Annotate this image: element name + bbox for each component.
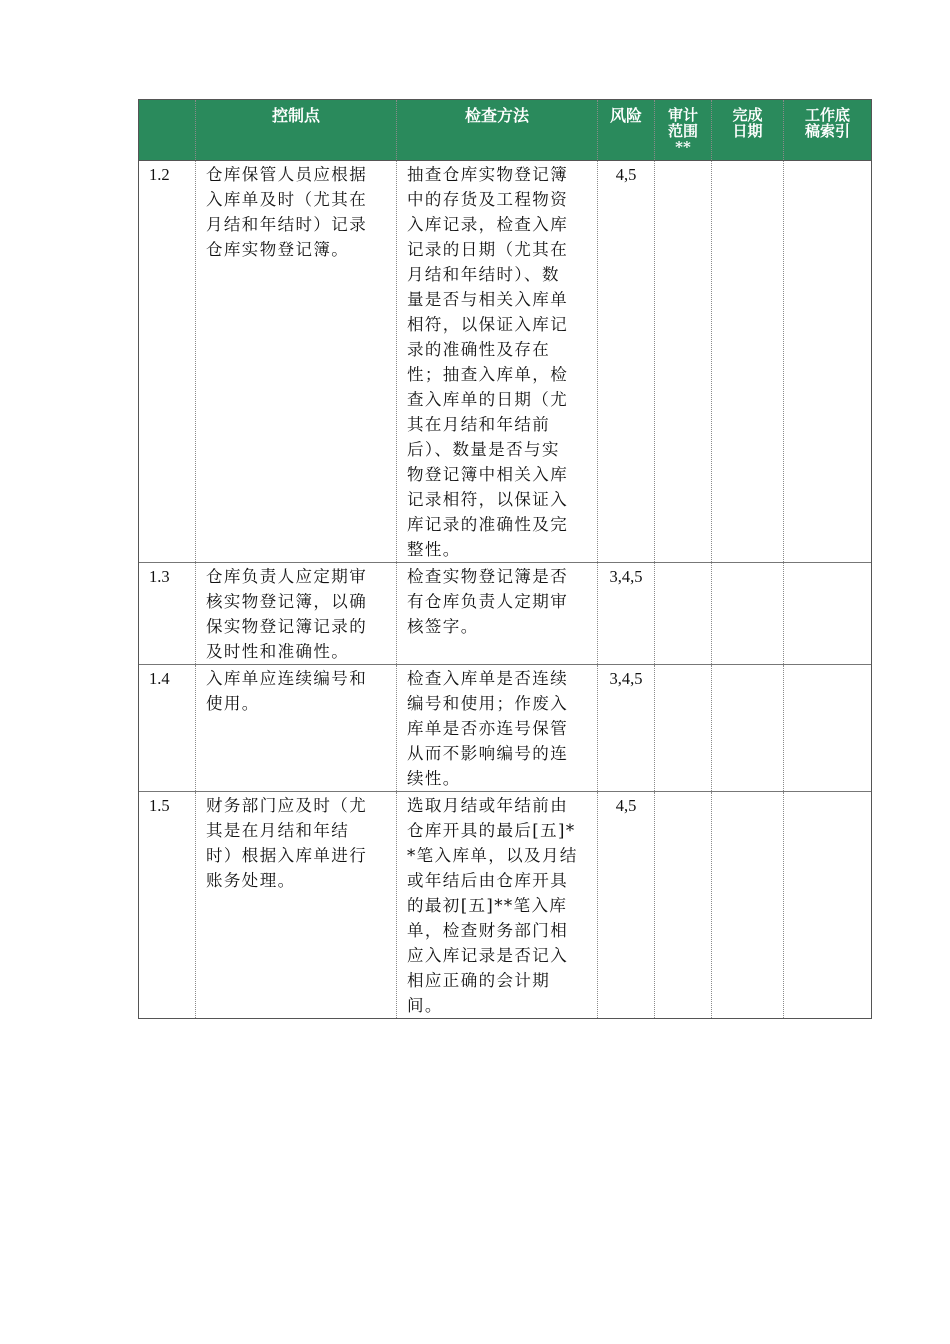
header-method: 检查方法 — [397, 100, 598, 161]
audit-scope-cell[interactable] — [655, 563, 712, 665]
row-number: 1.3 — [139, 563, 196, 665]
audit-scope-cell[interactable] — [655, 161, 712, 563]
risk-cell: 4,5 — [598, 792, 655, 1019]
row-number: 1.2 — [139, 161, 196, 563]
risk-cell: 4,5 — [598, 161, 655, 563]
audit-scope-cell[interactable] — [655, 665, 712, 792]
completion-date-cell[interactable] — [712, 563, 784, 665]
table-row — [139, 161, 872, 563]
completion-date-cell[interactable] — [712, 161, 784, 563]
workpaper-index-cell[interactable] — [784, 665, 872, 792]
row-number: 1.4 — [139, 665, 196, 792]
method-cell: 抽查仓库实物登记簿 中的存货及工程物资 入库记录，检查入库 记录的日期（尤其在 月结和年结时）、数 量是否与相关入库单 相符，以保证入库记 录的准确性及存在 性；抽查入库单，检 查入库单的日期（尤 其在月结和年结前 后）、数量是否与实 物登记簿中相关入库 记录相符，以保证入 库记录的准确性及完 整性。 — [397, 161, 598, 563]
header-risk: 风险 — [598, 100, 655, 161]
workpaper-index-cell[interactable] — [784, 563, 872, 665]
header-workpaper-index: 工作底 稿索引 — [784, 100, 872, 161]
row-number: 1.5 — [139, 792, 196, 1019]
control-point-cell: 仓库负责人应定期审 核实物登记簿，以确 保实物登记簿记录的 及时性和准确性。 — [196, 563, 397, 665]
header-control-point: 控制点 — [196, 100, 397, 161]
table-row — [139, 563, 872, 665]
control-point-cell: 入库单应连续编号和 使用。 — [196, 665, 397, 792]
header-no — [139, 100, 196, 161]
header-audit-scope: 审计 范围 ** — [655, 100, 712, 161]
audit-scope-cell[interactable] — [655, 792, 712, 1019]
header-row — [139, 100, 872, 161]
completion-date-cell[interactable] — [712, 792, 784, 1019]
control-point-cell: 财务部门应及时（尤 其是在月结和年结 时）根据入库单进行 账务处理。 — [196, 792, 397, 1019]
control-point-cell: 仓库保管人员应根据 入库单及时（尤其在 月结和年结时）记录 仓库实物登记簿。 — [196, 161, 397, 563]
table-row — [139, 665, 872, 792]
table-row — [139, 792, 872, 1019]
workpaper-index-cell[interactable] — [784, 792, 872, 1019]
method-cell: 检查实物登记簿是否 有仓库负责人定期审 核签字。 — [397, 563, 598, 665]
method-cell: 检查入库单是否连续 编号和使用；作废入 库单是否亦连号保管 从而不影响编号的连 续性。 — [397, 665, 598, 792]
risk-cell: 3,4,5 — [598, 563, 655, 665]
completion-date-cell[interactable] — [712, 665, 784, 792]
header-completion-date: 完成 日期 — [712, 100, 784, 161]
audit-checklist-table — [138, 99, 872, 1019]
method-cell: 选取月结或年结前由 仓库开具的最后[五]* *笔入库单，以及月结 或年结后由仓库开具 的最初[五]**笔入库 单，检查财务部门相 应入库记录是否记入 相应正确的会计期 间。 — [397, 792, 598, 1019]
risk-cell: 3,4,5 — [598, 665, 655, 792]
workpaper-index-cell[interactable] — [784, 161, 872, 563]
